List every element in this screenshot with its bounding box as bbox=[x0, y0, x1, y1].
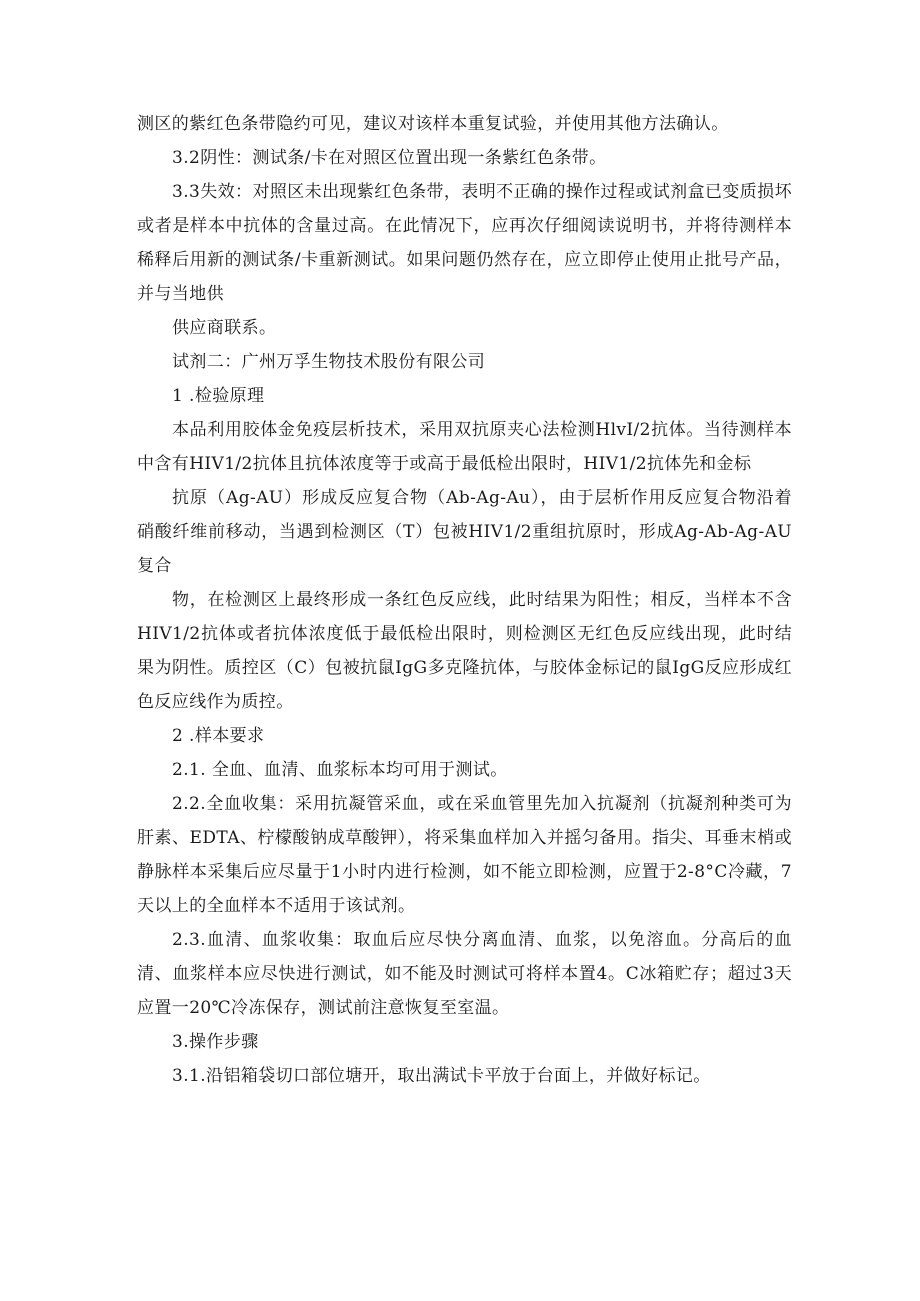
document-page bbox=[137, 107, 792, 1093]
section-heading-1: 1 .检验原理 bbox=[172, 386, 265, 406]
paragraph-6: 本品利用胶体金免疫层析技术，采用双抗原夹心法检测HlvI/2抗体。当待测样本中含有HIV1/2抗体且抗体浓度等于或高于最低检出限时，HIV1/2抗体先和金标 bbox=[137, 420, 792, 474]
paragraph-14: 3.1.沿铝箱袋切口部位塘开，取出满试卡平放于台面上，并做好标记。 bbox=[172, 1066, 711, 1086]
paragraph-1: 3.2阴性：测试条/卡在对照区位置出现一条紫红色条带。 bbox=[172, 148, 607, 168]
paragraph-11: 2.2.全血收集：采用抗凝管采血，或在采血管里先加入抗凝剂（抗凝剂种类可为肝素、EDTA、柠檬酸钠成草酸钾），将采集血样加入并摇匀备用。指尖、耳垂末梢或静脉样本采集后应尽量于1小时内进行检测，如不能立即检测，应置于2-8°C冷藏，7天以上的全血样本不适用于该试剂。 bbox=[137, 794, 792, 916]
section-heading-2: 2 .样本要求 bbox=[172, 726, 265, 746]
paragraph-2: 3.3失效：对照区未出现紫红色条带，表明不正确的操作过程或试剂盒已变质损坏或者是样本中抗体的含量过高。在此情况下，应再次仔细阅读说明书，并将待测样本稀释后用新的测试条/卡重新测试。如果问题仍然存在，应立即停止使用止批号产品，并与当地供 bbox=[137, 182, 792, 304]
section-heading-3: 3.操作步骤 bbox=[172, 1032, 259, 1052]
paragraph-8: 物，在检测区上最终形成一条红色反应线，此时结果为阳性；相反，当样本不含HIV1/2抗体或者抗体浓度低于最低检出限时，则检测区无红色反应线出现，此时结果为阴性。质控区（C）包被抗鼠IgG多克隆抗体，与胶体金标记的鼠IgG反应形成红色反应线作为质控。 bbox=[137, 590, 792, 712]
paragraph-3: 供应商联系。 bbox=[172, 318, 277, 338]
paragraph-7: 抗原（Ag-AU）形成反应复合物（Ab-Ag-Au），由于层析作用反应复合物沿着硝酸纤维前移动，当遇到检测区（T）包被HIV1/2重组抗原时，形成Ag-Ab-Ag-AU复合 bbox=[137, 488, 792, 576]
paragraph-0: 测区的紫红色条带隐约可见，建议对该样本重复试验，并使用其他方法确认。 bbox=[137, 114, 729, 134]
paragraph-4: 试剂二：广州万孚生物技术股份有限公司 bbox=[172, 352, 486, 372]
paragraph-12: 2.3.血清、血浆收集：取血后应尽快分离血清、血浆，以免溶血。分高后的血清、血浆样本应尽快进行测试，如不能及时测试可将样本置4。C冰箱贮存；超过3天应置一20℃冷冻保存，测试前注意恢复至室温。 bbox=[137, 930, 792, 1018]
paragraph-10: 2.1. 全血、血清、血浆标本均可用于测试。 bbox=[172, 760, 508, 780]
